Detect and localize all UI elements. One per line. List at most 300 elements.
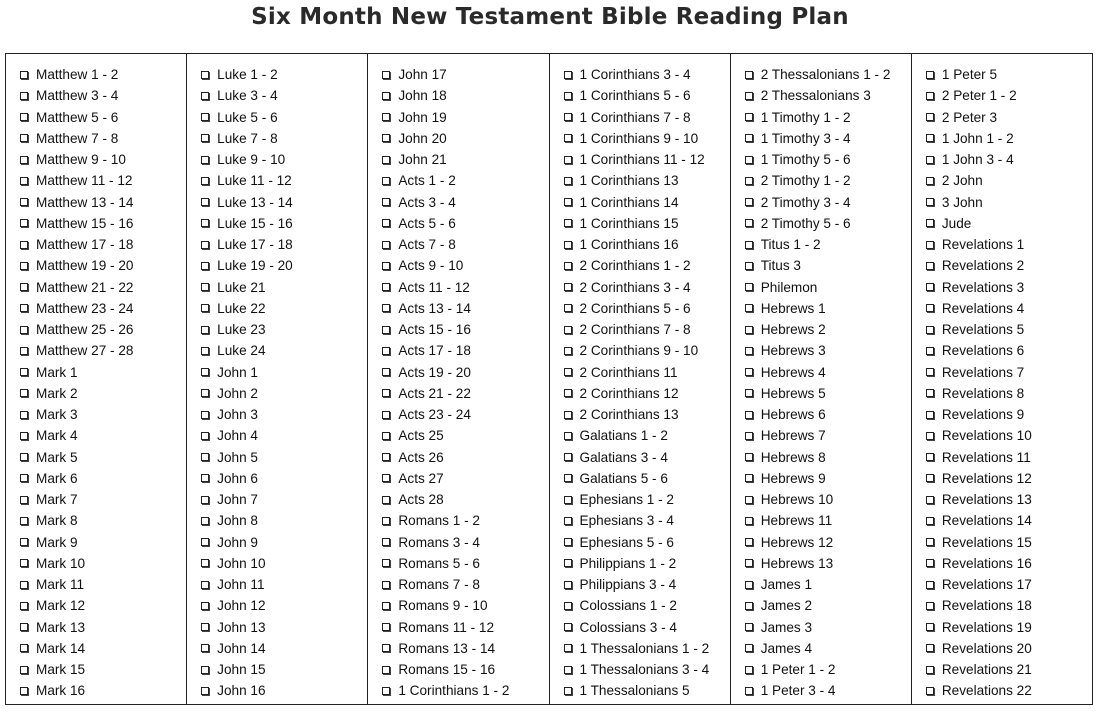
reading-item[interactable] xyxy=(368,574,548,595)
checkbox-icon[interactable] xyxy=(564,156,572,164)
reading-item[interactable] xyxy=(187,532,367,553)
checkbox-icon[interactable] xyxy=(382,177,390,185)
reading-item[interactable] xyxy=(368,107,548,128)
reading-item[interactable] xyxy=(6,638,186,659)
reading-item[interactable] xyxy=(731,638,911,659)
reading-item[interactable] xyxy=(912,213,1092,234)
checkbox-icon[interactable] xyxy=(20,198,28,206)
checkbox-icon[interactable] xyxy=(926,559,934,567)
reading-item[interactable] xyxy=(187,340,367,361)
checkbox-icon[interactable] xyxy=(382,134,390,142)
reading-item[interactable] xyxy=(6,213,186,234)
reading-item[interactable] xyxy=(550,277,730,298)
reading-item[interactable] xyxy=(187,170,367,191)
checkbox-icon[interactable] xyxy=(20,92,28,100)
reading-item[interactable] xyxy=(912,234,1092,255)
reading-item[interactable] xyxy=(368,128,548,149)
reading-item[interactable] xyxy=(550,298,730,319)
checkbox-icon[interactable] xyxy=(926,326,934,334)
checkbox-icon[interactable] xyxy=(382,198,390,206)
checkbox-icon[interactable] xyxy=(20,326,28,334)
reading-item[interactable] xyxy=(368,447,548,468)
reading-item[interactable] xyxy=(368,85,548,106)
checkbox-icon[interactable] xyxy=(564,559,572,567)
reading-item[interactable] xyxy=(187,617,367,638)
reading-item[interactable] xyxy=(550,574,730,595)
checkbox-icon[interactable] xyxy=(382,304,390,312)
checkbox-icon[interactable] xyxy=(745,389,753,397)
reading-item[interactable] xyxy=(368,362,548,383)
reading-item[interactable] xyxy=(731,255,911,276)
checkbox-icon[interactable] xyxy=(201,687,209,695)
reading-item[interactable] xyxy=(187,128,367,149)
checkbox-icon[interactable] xyxy=(201,559,209,567)
checkbox-icon[interactable] xyxy=(745,687,753,695)
reading-item[interactable] xyxy=(187,680,367,701)
reading-item[interactable] xyxy=(6,404,186,425)
reading-item[interactable] xyxy=(187,510,367,531)
reading-item[interactable] xyxy=(6,383,186,404)
reading-item[interactable] xyxy=(187,362,367,383)
checkbox-icon[interactable] xyxy=(382,241,390,249)
checkbox-icon[interactable] xyxy=(20,219,28,227)
reading-item[interactable] xyxy=(6,362,186,383)
checkbox-icon[interactable] xyxy=(564,517,572,525)
reading-item[interactable] xyxy=(368,595,548,616)
checkbox-icon[interactable] xyxy=(926,644,934,652)
reading-item[interactable] xyxy=(912,659,1092,680)
checkbox-icon[interactable] xyxy=(564,198,572,206)
checkbox-icon[interactable] xyxy=(382,156,390,164)
checkbox-icon[interactable] xyxy=(20,347,28,355)
checkbox-icon[interactable] xyxy=(20,687,28,695)
reading-item[interactable] xyxy=(912,404,1092,425)
checkbox-icon[interactable] xyxy=(745,666,753,674)
reading-item[interactable] xyxy=(550,532,730,553)
checkbox-icon[interactable] xyxy=(564,92,572,100)
reading-item[interactable] xyxy=(912,447,1092,468)
checkbox-icon[interactable] xyxy=(20,134,28,142)
reading-item[interactable] xyxy=(368,659,548,680)
checkbox-icon[interactable] xyxy=(564,113,572,121)
checkbox-icon[interactable] xyxy=(382,262,390,270)
reading-item[interactable] xyxy=(368,680,548,701)
checkbox-icon[interactable] xyxy=(926,134,934,142)
reading-item[interactable] xyxy=(187,659,367,680)
reading-item[interactable] xyxy=(6,425,186,446)
checkbox-icon[interactable] xyxy=(926,262,934,270)
checkbox-icon[interactable] xyxy=(745,453,753,461)
reading-item[interactable] xyxy=(731,659,911,680)
reading-item[interactable] xyxy=(550,447,730,468)
reading-item[interactable] xyxy=(6,680,186,701)
reading-item[interactable] xyxy=(368,213,548,234)
checkbox-icon[interactable] xyxy=(201,474,209,482)
checkbox-icon[interactable] xyxy=(564,326,572,334)
reading-item[interactable] xyxy=(6,510,186,531)
checkbox-icon[interactable] xyxy=(20,177,28,185)
reading-item[interactable] xyxy=(731,319,911,340)
checkbox-icon[interactable] xyxy=(382,559,390,567)
checkbox-icon[interactable] xyxy=(201,156,209,164)
checkbox-icon[interactable] xyxy=(382,623,390,631)
reading-item[interactable] xyxy=(6,192,186,213)
reading-item[interactable] xyxy=(368,340,548,361)
checkbox-icon[interactable] xyxy=(201,326,209,334)
checkbox-icon[interactable] xyxy=(564,262,572,270)
checkbox-icon[interactable] xyxy=(745,623,753,631)
reading-item[interactable] xyxy=(731,447,911,468)
checkbox-icon[interactable] xyxy=(745,644,753,652)
reading-item[interactable] xyxy=(912,298,1092,319)
checkbox-icon[interactable] xyxy=(564,432,572,440)
checkbox-icon[interactable] xyxy=(382,496,390,504)
reading-item[interactable] xyxy=(550,468,730,489)
checkbox-icon[interactable] xyxy=(201,134,209,142)
reading-item[interactable] xyxy=(731,213,911,234)
checkbox-icon[interactable] xyxy=(382,581,390,589)
reading-item[interactable] xyxy=(6,340,186,361)
reading-item[interactable] xyxy=(187,404,367,425)
checkbox-icon[interactable] xyxy=(745,474,753,482)
reading-item[interactable] xyxy=(187,595,367,616)
checkbox-icon[interactable] xyxy=(201,177,209,185)
checkbox-icon[interactable] xyxy=(745,71,753,79)
reading-item[interactable] xyxy=(187,468,367,489)
checkbox-icon[interactable] xyxy=(745,177,753,185)
reading-item[interactable] xyxy=(912,383,1092,404)
checkbox-icon[interactable] xyxy=(20,156,28,164)
checkbox-icon[interactable] xyxy=(564,411,572,419)
reading-item[interactable] xyxy=(187,85,367,106)
reading-item[interactable] xyxy=(550,404,730,425)
reading-item[interactable] xyxy=(731,404,911,425)
reading-item[interactable] xyxy=(731,234,911,255)
reading-item[interactable] xyxy=(912,532,1092,553)
checkbox-icon[interactable] xyxy=(201,581,209,589)
reading-item[interactable] xyxy=(731,574,911,595)
checkbox-icon[interactable] xyxy=(201,219,209,227)
checkbox-icon[interactable] xyxy=(564,347,572,355)
checkbox-icon[interactable] xyxy=(564,687,572,695)
checkbox-icon[interactable] xyxy=(201,198,209,206)
reading-item[interactable] xyxy=(6,255,186,276)
checkbox-icon[interactable] xyxy=(201,538,209,546)
checkbox-icon[interactable] xyxy=(564,474,572,482)
reading-item[interactable] xyxy=(550,149,730,170)
checkbox-icon[interactable] xyxy=(564,644,572,652)
reading-item[interactable] xyxy=(6,234,186,255)
checkbox-icon[interactable] xyxy=(382,538,390,546)
reading-item[interactable] xyxy=(550,680,730,701)
reading-item[interactable] xyxy=(368,489,548,510)
reading-item[interactable] xyxy=(731,298,911,319)
reading-item[interactable] xyxy=(912,510,1092,531)
reading-item[interactable] xyxy=(6,553,186,574)
reading-item[interactable] xyxy=(550,638,730,659)
reading-item[interactable] xyxy=(731,425,911,446)
reading-item[interactable] xyxy=(912,107,1092,128)
checkbox-icon[interactable] xyxy=(926,198,934,206)
checkbox-icon[interactable] xyxy=(564,71,572,79)
checkbox-icon[interactable] xyxy=(201,389,209,397)
reading-item[interactable] xyxy=(187,298,367,319)
checkbox-icon[interactable] xyxy=(20,581,28,589)
checkbox-icon[interactable] xyxy=(926,517,934,525)
reading-item[interactable] xyxy=(912,362,1092,383)
reading-item[interactable] xyxy=(731,617,911,638)
checkbox-icon[interactable] xyxy=(745,156,753,164)
checkbox-icon[interactable] xyxy=(20,389,28,397)
reading-item[interactable] xyxy=(912,192,1092,213)
reading-item[interactable] xyxy=(6,468,186,489)
checkbox-icon[interactable] xyxy=(564,581,572,589)
reading-item[interactable] xyxy=(731,170,911,191)
reading-item[interactable] xyxy=(912,149,1092,170)
checkbox-icon[interactable] xyxy=(745,432,753,440)
reading-item[interactable] xyxy=(368,553,548,574)
reading-item[interactable] xyxy=(731,468,911,489)
checkbox-icon[interactable] xyxy=(926,581,934,589)
reading-item[interactable] xyxy=(368,234,548,255)
checkbox-icon[interactable] xyxy=(382,517,390,525)
reading-item[interactable] xyxy=(6,85,186,106)
reading-item[interactable] xyxy=(550,617,730,638)
checkbox-icon[interactable] xyxy=(745,198,753,206)
reading-item[interactable] xyxy=(368,170,548,191)
reading-item[interactable] xyxy=(550,234,730,255)
checkbox-icon[interactable] xyxy=(382,347,390,355)
checkbox-icon[interactable] xyxy=(745,517,753,525)
reading-item[interactable] xyxy=(912,468,1092,489)
reading-item[interactable] xyxy=(6,170,186,191)
reading-item[interactable] xyxy=(187,192,367,213)
reading-item[interactable] xyxy=(912,170,1092,191)
checkbox-icon[interactable] xyxy=(745,134,753,142)
reading-item[interactable] xyxy=(6,277,186,298)
checkbox-icon[interactable] xyxy=(201,262,209,270)
reading-item[interactable] xyxy=(731,85,911,106)
reading-item[interactable] xyxy=(187,553,367,574)
checkbox-icon[interactable] xyxy=(382,453,390,461)
checkbox-icon[interactable] xyxy=(382,432,390,440)
reading-item[interactable] xyxy=(550,340,730,361)
checkbox-icon[interactable] xyxy=(745,411,753,419)
reading-item[interactable] xyxy=(187,255,367,276)
checkbox-icon[interactable] xyxy=(201,347,209,355)
checkbox-icon[interactable] xyxy=(382,113,390,121)
reading-item[interactable] xyxy=(731,532,911,553)
reading-item[interactable] xyxy=(187,638,367,659)
checkbox-icon[interactable] xyxy=(20,283,28,291)
reading-item[interactable] xyxy=(6,617,186,638)
reading-item[interactable] xyxy=(187,319,367,340)
reading-item[interactable] xyxy=(187,277,367,298)
checkbox-icon[interactable] xyxy=(20,241,28,249)
checkbox-icon[interactable] xyxy=(20,368,28,376)
reading-item[interactable] xyxy=(731,149,911,170)
checkbox-icon[interactable] xyxy=(201,411,209,419)
checkbox-icon[interactable] xyxy=(20,644,28,652)
reading-item[interactable] xyxy=(912,617,1092,638)
checkbox-icon[interactable] xyxy=(201,644,209,652)
checkbox-icon[interactable] xyxy=(382,283,390,291)
reading-item[interactable] xyxy=(731,680,911,701)
checkbox-icon[interactable] xyxy=(926,113,934,121)
checkbox-icon[interactable] xyxy=(745,113,753,121)
reading-item[interactable] xyxy=(550,255,730,276)
checkbox-icon[interactable] xyxy=(745,347,753,355)
checkbox-icon[interactable] xyxy=(926,453,934,461)
checkbox-icon[interactable] xyxy=(564,219,572,227)
reading-item[interactable] xyxy=(912,64,1092,85)
checkbox-icon[interactable] xyxy=(926,411,934,419)
reading-item[interactable] xyxy=(550,85,730,106)
checkbox-icon[interactable] xyxy=(382,219,390,227)
reading-item[interactable] xyxy=(187,149,367,170)
checkbox-icon[interactable] xyxy=(201,432,209,440)
reading-item[interactable] xyxy=(368,192,548,213)
checkbox-icon[interactable] xyxy=(20,262,28,270)
checkbox-icon[interactable] xyxy=(926,602,934,610)
reading-item[interactable] xyxy=(187,574,367,595)
checkbox-icon[interactable] xyxy=(20,453,28,461)
checkbox-icon[interactable] xyxy=(745,368,753,376)
reading-item[interactable] xyxy=(187,447,367,468)
reading-item[interactable] xyxy=(550,489,730,510)
checkbox-icon[interactable] xyxy=(201,602,209,610)
reading-item[interactable] xyxy=(550,107,730,128)
reading-item[interactable] xyxy=(368,64,548,85)
reading-item[interactable] xyxy=(187,425,367,446)
checkbox-icon[interactable] xyxy=(926,156,934,164)
checkbox-icon[interactable] xyxy=(382,644,390,652)
reading-item[interactable] xyxy=(6,298,186,319)
reading-item[interactable] xyxy=(368,298,548,319)
reading-item[interactable] xyxy=(368,532,548,553)
reading-item[interactable] xyxy=(6,595,186,616)
reading-item[interactable] xyxy=(368,404,548,425)
checkbox-icon[interactable] xyxy=(382,326,390,334)
reading-item[interactable] xyxy=(912,255,1092,276)
reading-item[interactable] xyxy=(550,362,730,383)
checkbox-icon[interactable] xyxy=(382,368,390,376)
checkbox-icon[interactable] xyxy=(382,389,390,397)
reading-item[interactable] xyxy=(368,383,548,404)
checkbox-icon[interactable] xyxy=(926,538,934,546)
checkbox-icon[interactable] xyxy=(564,283,572,291)
reading-item[interactable] xyxy=(912,425,1092,446)
reading-item[interactable] xyxy=(6,532,186,553)
checkbox-icon[interactable] xyxy=(564,177,572,185)
checkbox-icon[interactable] xyxy=(382,411,390,419)
checkbox-icon[interactable] xyxy=(201,623,209,631)
reading-item[interactable] xyxy=(368,319,548,340)
reading-item[interactable] xyxy=(731,340,911,361)
reading-item[interactable] xyxy=(550,425,730,446)
checkbox-icon[interactable] xyxy=(20,559,28,567)
checkbox-icon[interactable] xyxy=(20,602,28,610)
reading-item[interactable] xyxy=(731,489,911,510)
reading-item[interactable] xyxy=(912,128,1092,149)
reading-item[interactable] xyxy=(187,383,367,404)
reading-item[interactable] xyxy=(912,489,1092,510)
reading-item[interactable] xyxy=(187,107,367,128)
reading-item[interactable] xyxy=(731,64,911,85)
checkbox-icon[interactable] xyxy=(564,304,572,312)
reading-item[interactable] xyxy=(912,85,1092,106)
checkbox-icon[interactable] xyxy=(745,241,753,249)
checkbox-icon[interactable] xyxy=(745,283,753,291)
checkbox-icon[interactable] xyxy=(564,623,572,631)
checkbox-icon[interactable] xyxy=(382,687,390,695)
checkbox-icon[interactable] xyxy=(926,92,934,100)
checkbox-icon[interactable] xyxy=(20,474,28,482)
reading-item[interactable] xyxy=(731,553,911,574)
checkbox-icon[interactable] xyxy=(926,71,934,79)
checkbox-icon[interactable] xyxy=(201,92,209,100)
reading-item[interactable] xyxy=(368,468,548,489)
reading-item[interactable] xyxy=(731,510,911,531)
checkbox-icon[interactable] xyxy=(564,453,572,461)
checkbox-icon[interactable] xyxy=(20,517,28,525)
reading-item[interactable] xyxy=(731,107,911,128)
checkbox-icon[interactable] xyxy=(201,283,209,291)
reading-item[interactable] xyxy=(6,489,186,510)
reading-item[interactable] xyxy=(6,64,186,85)
reading-item[interactable] xyxy=(6,447,186,468)
reading-item[interactable] xyxy=(187,489,367,510)
checkbox-icon[interactable] xyxy=(382,71,390,79)
checkbox-icon[interactable] xyxy=(926,177,934,185)
reading-item[interactable] xyxy=(731,277,911,298)
checkbox-icon[interactable] xyxy=(20,113,28,121)
reading-item[interactable] xyxy=(550,170,730,191)
checkbox-icon[interactable] xyxy=(745,219,753,227)
checkbox-icon[interactable] xyxy=(564,368,572,376)
checkbox-icon[interactable] xyxy=(926,283,934,291)
checkbox-icon[interactable] xyxy=(20,538,28,546)
checkbox-icon[interactable] xyxy=(382,474,390,482)
checkbox-icon[interactable] xyxy=(745,581,753,589)
checkbox-icon[interactable] xyxy=(745,496,753,504)
checkbox-icon[interactable] xyxy=(20,304,28,312)
checkbox-icon[interactable] xyxy=(201,71,209,79)
checkbox-icon[interactable] xyxy=(201,113,209,121)
checkbox-icon[interactable] xyxy=(382,666,390,674)
checkbox-icon[interactable] xyxy=(745,559,753,567)
reading-item[interactable] xyxy=(550,383,730,404)
checkbox-icon[interactable] xyxy=(564,538,572,546)
checkbox-icon[interactable] xyxy=(20,496,28,504)
reading-item[interactable] xyxy=(731,362,911,383)
checkbox-icon[interactable] xyxy=(564,241,572,249)
reading-item[interactable] xyxy=(6,319,186,340)
reading-item[interactable] xyxy=(912,638,1092,659)
reading-item[interactable] xyxy=(731,128,911,149)
checkbox-icon[interactable] xyxy=(926,623,934,631)
reading-item[interactable] xyxy=(731,595,911,616)
checkbox-icon[interactable] xyxy=(745,92,753,100)
reading-item[interactable] xyxy=(368,149,548,170)
reading-item[interactable] xyxy=(731,192,911,213)
reading-item[interactable] xyxy=(6,107,186,128)
reading-item[interactable] xyxy=(912,595,1092,616)
reading-item[interactable] xyxy=(187,213,367,234)
reading-item[interactable] xyxy=(912,340,1092,361)
checkbox-icon[interactable] xyxy=(926,474,934,482)
checkbox-icon[interactable] xyxy=(564,134,572,142)
